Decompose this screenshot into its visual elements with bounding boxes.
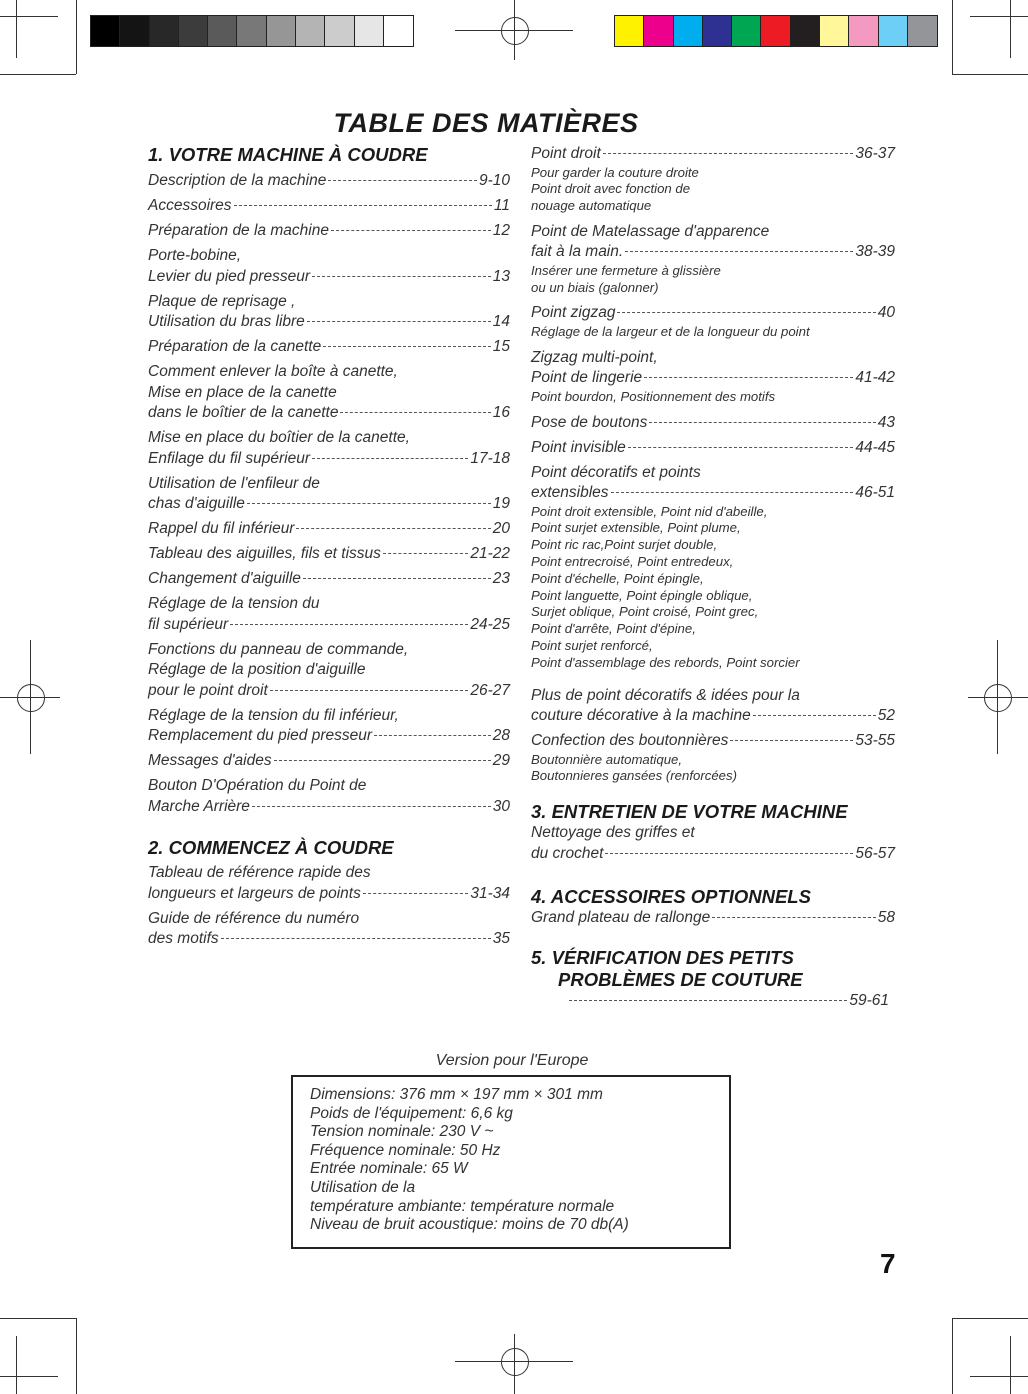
toc-page-number: 59-61 [849,991,889,1009]
toc-entry-line: Réglage de la tension du fil inférieur, [148,706,399,724]
color-calibration-bar [614,15,938,47]
leader-line [312,276,491,277]
toc-entry [148,292,510,333]
toc-page-number: 26-27 [470,681,510,699]
swatch-1 [644,16,673,46]
toc-entry-title: dans le boîtier de la canette [148,404,339,421]
swatch-6 [267,16,296,46]
swatch-10 [908,16,937,46]
toc-entry [148,544,510,565]
toc-entry [148,569,510,590]
leader-line [252,806,491,807]
toc-page-number: 20 [492,520,510,537]
swatch-1 [120,16,149,46]
toc-page-number: 43 [877,413,895,431]
section-3-entries [531,823,895,864]
toc-page-number: 35 [492,930,510,947]
leader-line [221,938,491,939]
toc-subentry: ou un biais (galonner) [531,279,659,295]
toc-page-number: 30 [492,797,510,815]
swatch-5 [761,16,790,46]
toc-entry [148,594,510,635]
spec-line: Poids de l'équipement: 6,6 kg [310,1104,513,1122]
toc-page-number: 23 [492,570,510,587]
swatch-10 [384,16,413,46]
swatch-0 [91,16,120,46]
swatch-8 [849,16,878,46]
leader-line [605,853,853,854]
toc-entry [531,731,895,785]
toc-entry-title: Grand plateau de rallonge [531,909,711,927]
toc-page-number: 44-45 [855,438,895,456]
toc-entry-line: Utilisation de l'enfileur de [148,474,320,492]
spec-line: Fréquence nominale: 50 Hz [310,1141,501,1159]
toc-entry-line: Tableau de référence rapide des [148,864,371,881]
toc-entry-title: chas d'aiguille [148,495,245,512]
toc-entry-title: Point invisible [531,438,626,456]
toc-subentry: Point d'assemblage des rebords, Point sorcier [531,654,800,670]
section-4-entries [531,908,895,929]
toc-subentry: Point surjet extensible, Point plume, [531,520,741,536]
leader-line [274,760,491,761]
toc-page-number: 28 [492,727,510,744]
toc-entry [531,144,895,215]
toc-entry-line: Fonctions du panneau de commande, [148,640,409,658]
swatch-2 [674,16,703,46]
toc-entry [148,751,510,772]
leader-line [312,458,468,459]
toc-page-number: 14 [492,313,510,330]
toc-page-number: 13 [492,267,510,285]
toc-entry [148,171,510,192]
swatch-4 [732,16,761,46]
toc-page-number: 31-34 [470,884,510,902]
toc-entry [148,337,510,358]
toc-subentry: Point ric rac,Point surjet double, [531,537,718,553]
leader-line [383,553,468,554]
leader-line [363,893,469,894]
page-number: 7 [880,1248,896,1279]
toc-page-number: 21-22 [470,545,510,562]
leader-line [730,740,853,741]
toc-page-number: 24-25 [470,615,510,633]
section-2-entries [148,863,510,950]
toc-entry-title: couture décorative à la machine [531,707,751,725]
leader-line [307,321,491,322]
toc-entry-line: Point décoratifs et points [531,463,701,481]
leader-line [340,412,490,413]
toc-entry [148,221,510,242]
spec-line: Niveau de bruit acoustique: moins de 70 db(A) [310,1216,629,1234]
toc-entry-title: Accessoires [148,197,232,214]
toc-subentry: Boutonnieres gansées (renforcées) [531,768,737,784]
toc-page-number: 53-55 [855,732,895,750]
toc-entry [148,640,510,702]
toc-page-number: 58 [877,909,895,927]
toc-entry-title: Confection des boutonnières [531,732,729,750]
toc-page-number: 19 [492,495,510,512]
leader-line [625,251,853,252]
toc-page-number: 38-39 [855,243,895,261]
swatch-7 [296,16,325,46]
spec-line: température ambiante: température normale [310,1197,615,1215]
toc-entry [531,413,895,434]
toc-entry-title: pour le point droit [148,681,268,699]
toc-entry-title: longueurs et largeurs de points [148,884,361,902]
toc-entry [148,519,510,540]
toc-entry-title: Messages d'aides [148,752,272,769]
leader-line [303,578,491,579]
swatch-3 [703,16,732,46]
specifications-box [291,1075,731,1249]
swatch-2 [150,16,179,46]
toc-entry-line: Bouton D'Opération du Point de [148,777,367,794]
section-1-entries [148,171,510,817]
swatch-5 [237,16,266,46]
leader-line [628,447,854,448]
toc-entry [148,362,510,424]
grayscale-calibration-bar [90,15,414,47]
toc-entry-line: Nettoyage des griffes et [531,824,695,842]
toc-page-number: 41-42 [855,369,895,387]
toc-entry [148,196,510,217]
toc-entry-line: Réglage de la tension du [148,595,320,612]
toc-page-number: 29 [492,752,510,769]
toc-subentry: Point d'échelle, Point épingle, [531,570,704,586]
spec-line: Entrée nominale: 65 W [310,1160,468,1178]
section-heading-2: 2. COMMENCEZ À COUDRE [148,837,394,858]
toc-entry-line: Point de Matelassage d'apparence [531,222,770,240]
toc-right-column [531,144,895,1016]
toc-page-number: 36-37 [855,145,895,162]
section-heading-5 [531,947,895,991]
toc-entry-title: du crochet [531,844,604,862]
toc-entry-title: Marche Arrière [148,797,250,815]
toc-subentry: Point droit extensible, Point nid d'abeille, [531,503,768,519]
toc-entry-title: des motifs [148,930,219,947]
leader-line [247,503,491,504]
toc-subentry: Surjet oblique, Point croisé, Point grec, [531,604,759,620]
toc-entry-title: fait à la main. [531,243,624,261]
toc-entry-title: Préparation de la machine [148,222,329,239]
toc-entry [148,776,510,817]
section-heading-5-line1: 5. VÉRIFICATION DES PETITS [531,946,794,968]
spec-line: Tension nominale: 230 V ~ [310,1123,494,1141]
toc-entry [531,438,895,459]
toc-entry [148,474,510,515]
toc-entry-title: Description de la machine [148,172,327,189]
toc-entry [148,863,510,904]
toc-entry-line: Guide de référence du numéro [148,909,360,927]
toc-entry-line: Plus de point décoratifs & idées pour la [531,686,800,704]
spec-line: Utilisation de la [310,1178,416,1196]
swatch-9 [879,16,908,46]
section-heading-5-line2: PROBLÈMES DE COUTURE [558,968,803,990]
toc-subentry: Insérer une fermeture à glissière [531,262,721,278]
swatch-6 [791,16,820,46]
toc-entry-title: Remplacement du pied presseur [148,727,373,744]
toc-page-number: 17-18 [470,449,510,467]
toc-entry-title: Rappel du fil inférieur [148,520,295,537]
swatch-9 [355,16,384,46]
toc-subentry: Point d'arrête, Point d'épine, [531,621,696,637]
spec-line: Dimensions: 376 mm × 197 mm × 301 mm [310,1086,603,1103]
toc-left-column [148,144,510,954]
leader-line [603,153,854,154]
toc-page-number: 56-57 [855,844,895,862]
leader-line [230,624,468,625]
toc-entry-title: extensibles [531,484,609,502]
toc-subentry: Point bourdon, Positionnement des motifs [531,388,776,404]
toc-entry [531,348,895,406]
leader-line [644,377,853,378]
leader-line [234,205,492,206]
swatch-4 [208,16,237,46]
toc-entry-title: Point droit [531,145,601,162]
leader-line [328,180,477,181]
toc-entry-line: Mise en place du boîtier de la canette, [148,429,410,446]
toc-subentry: Point droit avec fonction de [531,181,691,197]
leader-line [331,230,491,231]
toc-entry [531,222,895,297]
toc-entry-title: fil supérieur [148,615,229,633]
leader-line [270,690,469,691]
toc-entry [148,246,510,287]
toc-page-number: 40 [877,304,895,322]
toc-entry [531,463,895,672]
toc-entry-title: Point zigzag [531,304,616,322]
leader-line [753,715,876,716]
page-title: TABLE DES MATIÈRES [333,108,639,138]
toc-entry-line: Mise en place de la canette [148,383,337,401]
toc-page-number: 9-10 [478,172,510,189]
toc-entry-line: Porte-bobine, [148,247,242,264]
toc-page-number: 12 [492,222,510,239]
toc-entry-line: Zigzag multi-point, [531,348,658,366]
leader-line [296,528,490,529]
toc-subentry: Point languette, Point épingle oblique, [531,587,753,603]
toc-subentry: Réglage de la largeur et de la longueur du point [531,323,810,339]
toc-entry-line: Comment enlever la boîte à canette, [148,363,398,380]
section-heading-4: 4. ACCESSOIRES OPTIONNELS [531,886,811,908]
leader-line [649,422,875,423]
section-heading-3: 3. ENTRETIEN DE VOTRE MACHINE [531,801,848,823]
toc-entry-title: Enfilage du fil supérieur [148,449,310,467]
toc-entry-troubleshooting [531,991,895,1012]
toc-entry [148,428,510,469]
leader-line [374,735,491,736]
leader-line [617,312,875,313]
toc-entry [531,303,895,340]
toc-entry-title: Changement d'aiguille [148,570,301,587]
toc-entry [531,686,895,727]
toc-subentry: Point surjet renforcé, [531,637,653,653]
toc-entry-title: Pose de boutons [531,413,648,431]
toc-entry-line: Plaque de reprisage , [148,292,296,310]
toc-subentry: Point entrecroisé, Point entredeux, [531,553,734,569]
toc-entry-title: Point de lingerie [531,369,643,387]
toc-page-number: 52 [877,707,895,725]
toc-entry [531,908,895,929]
leader-line [611,492,854,493]
leader-line [712,917,876,918]
swatch-3 [179,16,208,46]
section-heading-1: 1. VOTRE MACHINE À COUDRE [148,144,428,165]
toc-entry [531,823,895,864]
toc-page-number: 11 [493,197,510,214]
leader-line [323,346,491,347]
toc-subentry: Pour garder la couture droite [531,164,699,180]
version-label: Version pour l'Europe [435,1052,589,1069]
toc-page-number: 46-51 [855,484,895,502]
toc-entry [148,909,510,950]
toc-entry [148,706,510,747]
swatch-0 [615,16,644,46]
toc-entry-title: Tableau des aiguilles, fils et tissus [148,545,381,562]
toc-entry-title: Levier du pied presseur [148,267,310,285]
swatch-8 [325,16,354,46]
toc-entry-line: Réglage de la position d'aiguille [148,661,366,678]
toc-subentry: nouage automatique [531,198,652,214]
toc-entry-title: Préparation de la canette [148,338,322,355]
swatch-7 [820,16,849,46]
toc-entry-title: Utilisation du bras libre [148,313,305,330]
toc-page-number: 16 [492,404,510,421]
section-1-continued-entries [531,144,895,785]
toc-page-number: 15 [492,338,510,355]
toc-subentry: Boutonnière automatique, [531,751,683,767]
